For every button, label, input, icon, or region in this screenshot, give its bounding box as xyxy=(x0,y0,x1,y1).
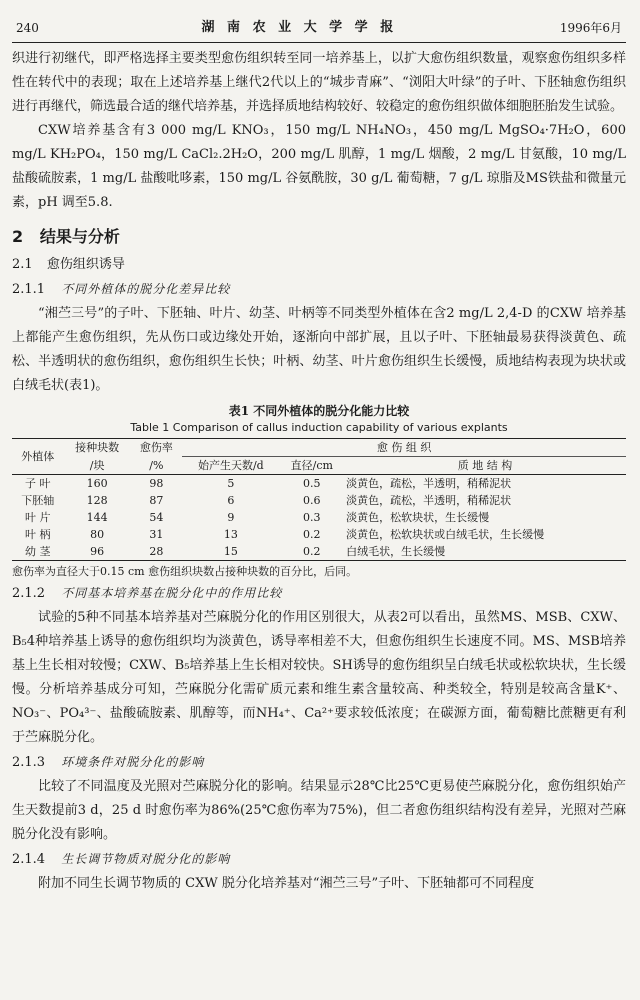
table-row xyxy=(12,526,626,543)
cell-explant: 幼 茎 xyxy=(12,543,64,561)
cell-texture: 淡黄色，松软块状或白绒毛状，生长缓慢 xyxy=(346,528,545,541)
subsection-2-1-2-heading xyxy=(12,581,626,606)
col-group-callus: 愈 伤 组 织 xyxy=(182,439,626,457)
medium-paragraph: CXW培养基含有3 000 mg/L KNO₃，150 mg/L NH₄NO₃，450 mg/L MgSO₄·7H₂O，600 mg/L KH₂PO₄，150 mg/L CaCl₂.2H₂O，200 mg/L 肌醇，1 mg/L 烟酸，2 mg/L 甘氨酸，10 mg/L 盐酸硫胺素，1 mg/L 盐酸吡哆素，150 mg/L 谷氨酰胺，30 g/L 葡萄糖，7 g/L 琼脂及MS铁盐和微量元素，pH 调至5.8. xyxy=(12,123,626,210)
subsection-title: 不同基本培养基在脱分化中的作用比较 xyxy=(61,586,283,600)
col-explant: 外植体 xyxy=(12,439,64,475)
cell-days: 5 xyxy=(227,477,235,490)
subsection-number: 2.1.4 xyxy=(12,852,46,867)
cell-texture: 淡黄色，松软块状，生长缓慢 xyxy=(346,511,490,524)
col-texture: 质 地 结 构 xyxy=(344,457,626,475)
cell-explant: 叶 柄 xyxy=(25,528,51,541)
intro-paragraph: 织进行初继代，即严格选择主要类型愈伤组织转至同一培养基上，以扩大愈伤组织数量，观察愈伤组织多样性在转代中的表现；取在上述培养基上继代2代以上的“城步青麻”、“浏阳大叶绿”的子叶、下胚轴愈伤组织进行再继代，筛选最合适的继代培养基，并选择质地结构较好、较稳定的愈伤组织做体细胞胚胎发生试验。 xyxy=(12,51,626,114)
subsection-title: 环境条件对脱分化的影响 xyxy=(61,755,205,769)
cell-diameter: 0.2 xyxy=(280,543,345,561)
cell-count: 144 xyxy=(86,511,108,524)
subsection-2-1-heading xyxy=(12,253,626,277)
cell-rate: 98 xyxy=(149,477,164,490)
subsection-number: 2.1.3 xyxy=(12,755,46,770)
cell-texture: 白绒毛状，生长缓慢 xyxy=(344,543,626,561)
cell-texture: 淡黄色，疏松，半透明，稍稀泥状 xyxy=(346,494,512,507)
cell-diameter: 0.3 xyxy=(303,511,321,524)
cell-count: 80 xyxy=(90,528,105,541)
col-inoculated: 接种块数 xyxy=(64,439,131,457)
section-number: 2 xyxy=(12,227,24,246)
paragraph-2-1-3: 比较了不同温度及光照对苎麻脱分化的影响。结果显示28℃比25℃更易使苎麻脱分化，愈伤组织始产生天数提前3 d，25 d 时愈伤率为86%(25℃愈伤率为75%)，但二者愈伤组织结构没有差异，光照对苎麻脱分化没有影响。 xyxy=(12,779,626,842)
table-1 xyxy=(12,438,626,561)
cell-diameter: 0.5 xyxy=(303,477,321,490)
journal-name: 湖 南 农 业 大 学 学 报 xyxy=(201,20,398,35)
cell-count: 128 xyxy=(86,494,108,507)
cell-explant: 叶 片 xyxy=(25,511,51,524)
subsection-title: 愈伤组织诱导 xyxy=(46,257,125,272)
cell-days: 9 xyxy=(227,511,235,524)
table-note: 愈伤率为直径大于0.15 cm 愈伤组织块数占接种块数的百分比，后同。 xyxy=(12,565,358,578)
table-row xyxy=(12,509,626,526)
subsection-2-1-3-heading xyxy=(12,750,626,775)
paragraph-2-1-2: 试验的5种不同基本培养基对苎麻脱分化的作用区别很大，从表2可以看出，虽然MS、MSB、CXW、B₅4种培养基上诱导的愈伤组织均为淡黄色，诱导率相差不大，但愈伤组织生长速度不同。MS、MSB培养基上生长相对较慢；CXW、B₅培养基上生长相对较快。SH诱导的愈伤组织呈白绒毛状或松软块状，生长缓慢。分析培养基成分可知，苎麻脱分化需矿质元素和维生素含量较高、种类较全，特别是较高含量K⁺、NO₃⁻、PO₄³⁻、盐酸硫胺素、肌醇等，而NH₄⁺、Ca²⁺要求较低浓度；在碳源方面，葡萄糖比蔗糖更有利于苎麻脱分化。 xyxy=(12,610,626,745)
cell-count: 160 xyxy=(86,477,108,490)
subsection-title: 不同外植体的脱分化差异比较 xyxy=(61,282,231,296)
col-days: 始产生天数/d xyxy=(182,457,279,475)
subsection-title: 生长调节物质对脱分化的影响 xyxy=(61,852,231,866)
table-caption-cn: 表1 不同外植体的脱分化能力比较 xyxy=(228,404,410,418)
table-caption-en: Table 1 Comparison of callus induction capability of various explants xyxy=(130,421,508,434)
col-inoculated-unit: /块 xyxy=(64,457,131,475)
page-number: 240 xyxy=(16,21,39,35)
subsection-2-1-1-heading xyxy=(12,277,626,302)
cell-diameter: 0.6 xyxy=(303,494,321,507)
cell-days: 15 xyxy=(182,543,279,561)
table-row xyxy=(12,543,626,561)
section-2-heading xyxy=(12,223,626,251)
table-row xyxy=(12,475,626,493)
cell-explant: 下胚轴 xyxy=(21,494,55,507)
cell-texture: 淡黄色，疏松，半透明，稍稀泥状 xyxy=(346,477,512,490)
subsection-number: 2.1.2 xyxy=(12,586,46,601)
cell-rate: 28 xyxy=(131,543,183,561)
cell-rate: 87 xyxy=(149,494,164,507)
cell-rate: 31 xyxy=(149,528,164,541)
paragraph-2-1-1: “湘苎三号”的子叶、下胚轴、叶片、幼茎、叶柄等不同类型外植体在含2 mg/L 2,4-D 的CXW 培养基上都能产生愈伤组织，先从伤口或边缘处开始，逐渐向中部扩展，且以子叶、下胚轴最易获得淡黄色、疏松、半透明状的愈伤组织，愈伤组织生长快；叶柄、幼茎、叶片愈伤组织生长缓慢，质地结构表现为块状或白绒毛状(表1)。 xyxy=(12,306,626,393)
issue-date: 1996年6月 xyxy=(559,21,622,35)
subsection-2-1-4-heading xyxy=(12,847,626,872)
col-rate: 愈伤率 xyxy=(131,439,183,457)
subsection-number: 2.1 xyxy=(12,257,33,272)
cell-days: 6 xyxy=(227,494,235,507)
col-rate-unit: /% xyxy=(131,457,183,475)
cell-explant: 子 叶 xyxy=(25,477,51,490)
paragraph-2-1-4: 附加不同生长调节物质的 CXW 脱分化培养基对“湘苎三号”子叶、下胚轴都可不同程度 xyxy=(38,876,535,891)
col-diameter: 直径/cm xyxy=(280,457,345,475)
running-header xyxy=(12,0,626,43)
table-row xyxy=(12,492,626,509)
subsection-number: 2.1.1 xyxy=(12,282,46,297)
cell-count: 96 xyxy=(64,543,131,561)
cell-rate: 54 xyxy=(149,511,164,524)
cell-days: 13 xyxy=(223,528,238,541)
cell-diameter: 0.2 xyxy=(303,528,321,541)
section-title: 结果与分析 xyxy=(39,227,120,246)
